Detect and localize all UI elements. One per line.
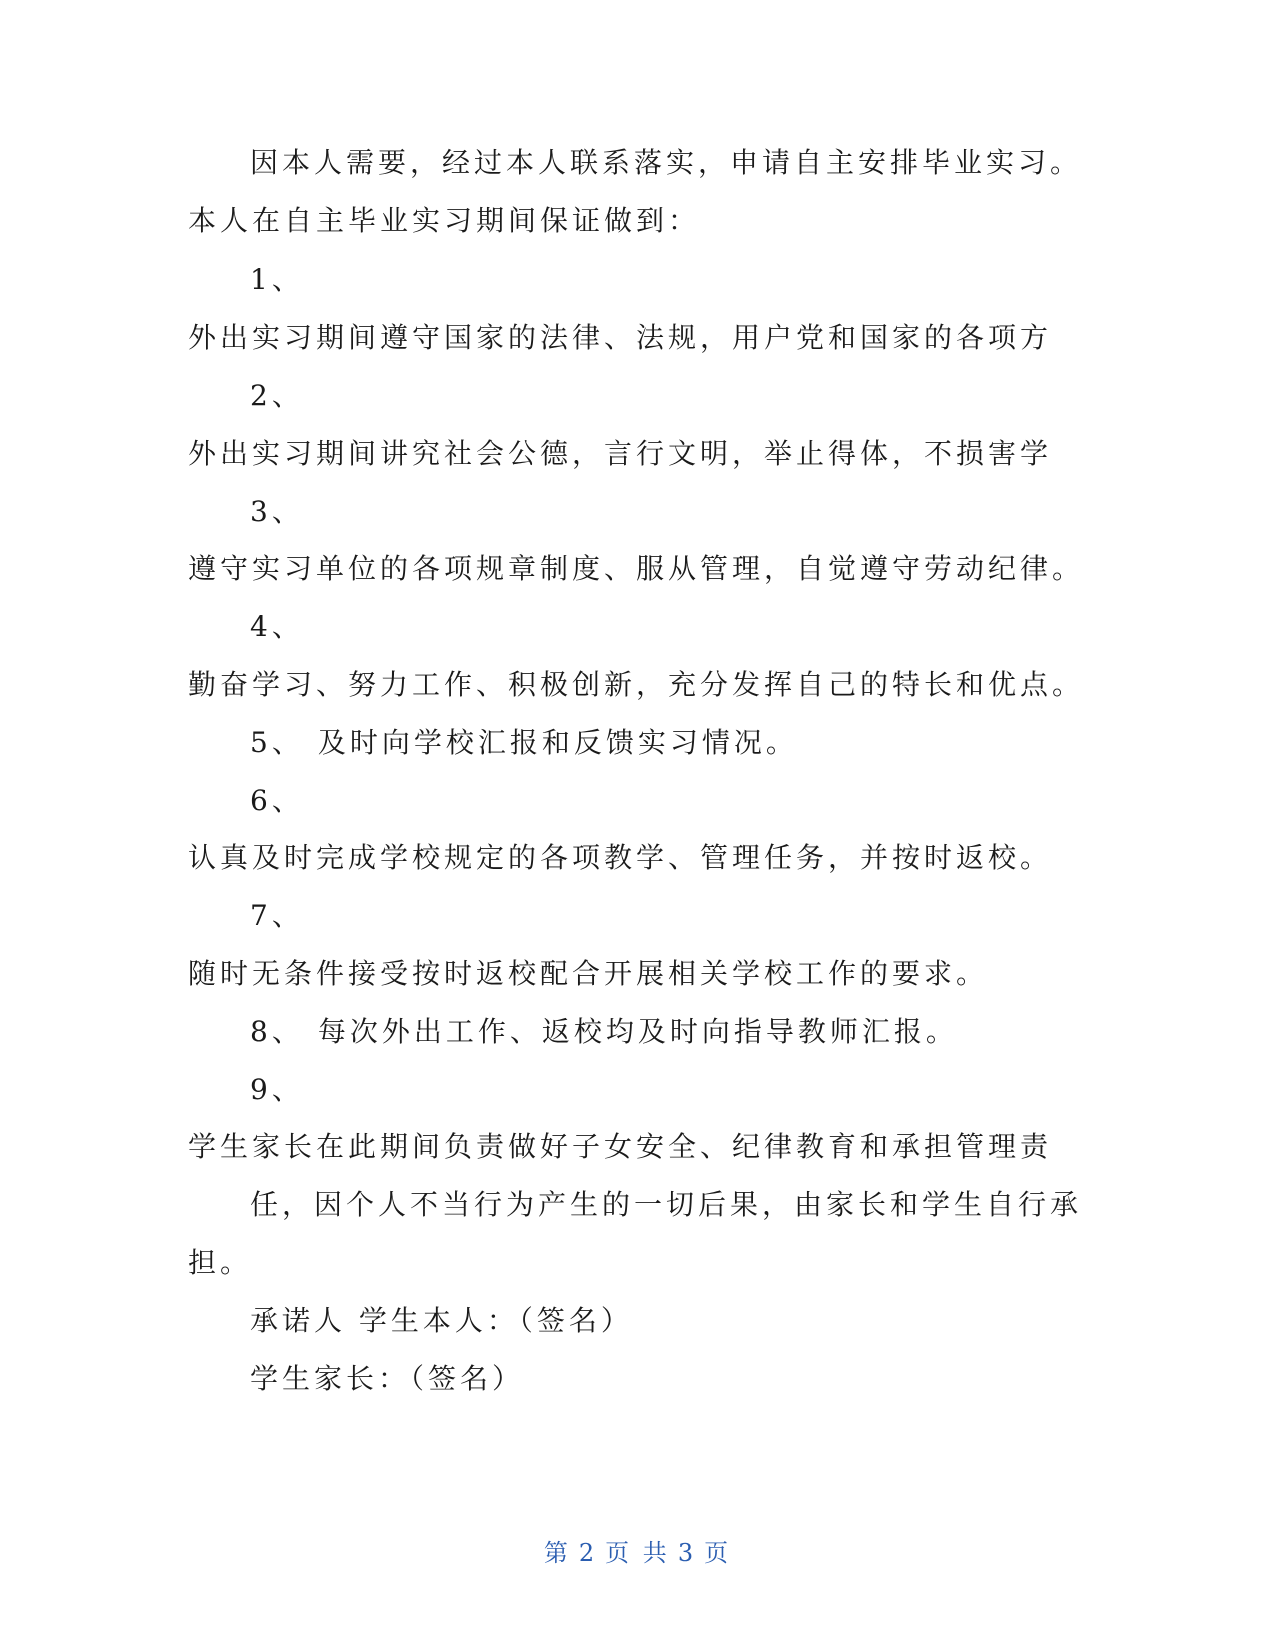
item-9-number: 9、: [250, 1073, 304, 1106]
item-3-text: 遵守实习单位的各项规章制度、服从管理，自觉遵守劳动纪律。: [188, 552, 1085, 585]
page-label-suffix: 页: [704, 1539, 732, 1567]
item-4-number: 4、: [250, 610, 304, 643]
signature-student: 承诺人 学生本人：（签名）: [250, 1304, 633, 1337]
total-pages-number: 3: [677, 1539, 697, 1567]
item-7-text: 随时无条件接受按时返校配合开展相关学校工作的要求。: [188, 957, 989, 990]
page-footer: [0, 1538, 1275, 1568]
item-2-number: 2、: [250, 379, 304, 412]
current-page-number: 2: [578, 1539, 598, 1567]
item-1-text: 外出实习期间遵守国家的法律、法规，用户党和国家的各项方: [188, 321, 1053, 354]
item-9-end: 担。: [188, 1246, 253, 1279]
item-7-number: 7、: [250, 899, 304, 932]
item-1-number: 1、: [250, 263, 304, 296]
intro-line-1: 因本人需要，经过本人联系落实，申请自主安排毕业实习。: [250, 146, 1083, 179]
page-label-prefix: 第: [543, 1539, 571, 1567]
item-5: [250, 726, 798, 760]
item-3-number: 3、: [250, 495, 304, 528]
item-6-text: 认真及时完成学校规定的各项教学、管理任务，并按时返校。: [188, 841, 1053, 874]
item-9-continuation: 任，因个人不当行为产生的一切后果，由家长和学生自行承: [250, 1188, 1083, 1221]
page-label-mid: 页 共: [605, 1539, 670, 1567]
item-5-text: 及时向学校汇报和反馈实习情况。: [317, 726, 798, 759]
item-2-text: 外出实习期间讲究社会公德，言行文明，举止得体，不损害学: [188, 437, 1053, 470]
signature-parent: 学生家长：（签名）: [250, 1362, 525, 1395]
item-4-text: 勤奋学习、努力工作、积极创新，充分发挥自己的特长和优点。: [188, 668, 1085, 701]
item-6-number: 6、: [250, 784, 304, 817]
item-8-text: 每次外出工作、返校均及时向指导教师汇报。: [317, 1015, 958, 1048]
item-9-text: 学生家长在此期间负责做好子女安全、纪律教育和承担管理责: [188, 1130, 1053, 1163]
item-5-number: 5、: [250, 726, 304, 759]
intro-line-2: 本人在自主毕业实习期间保证做到：: [188, 204, 701, 237]
item-8: [250, 1015, 958, 1049]
item-8-number: 8、: [250, 1015, 304, 1048]
